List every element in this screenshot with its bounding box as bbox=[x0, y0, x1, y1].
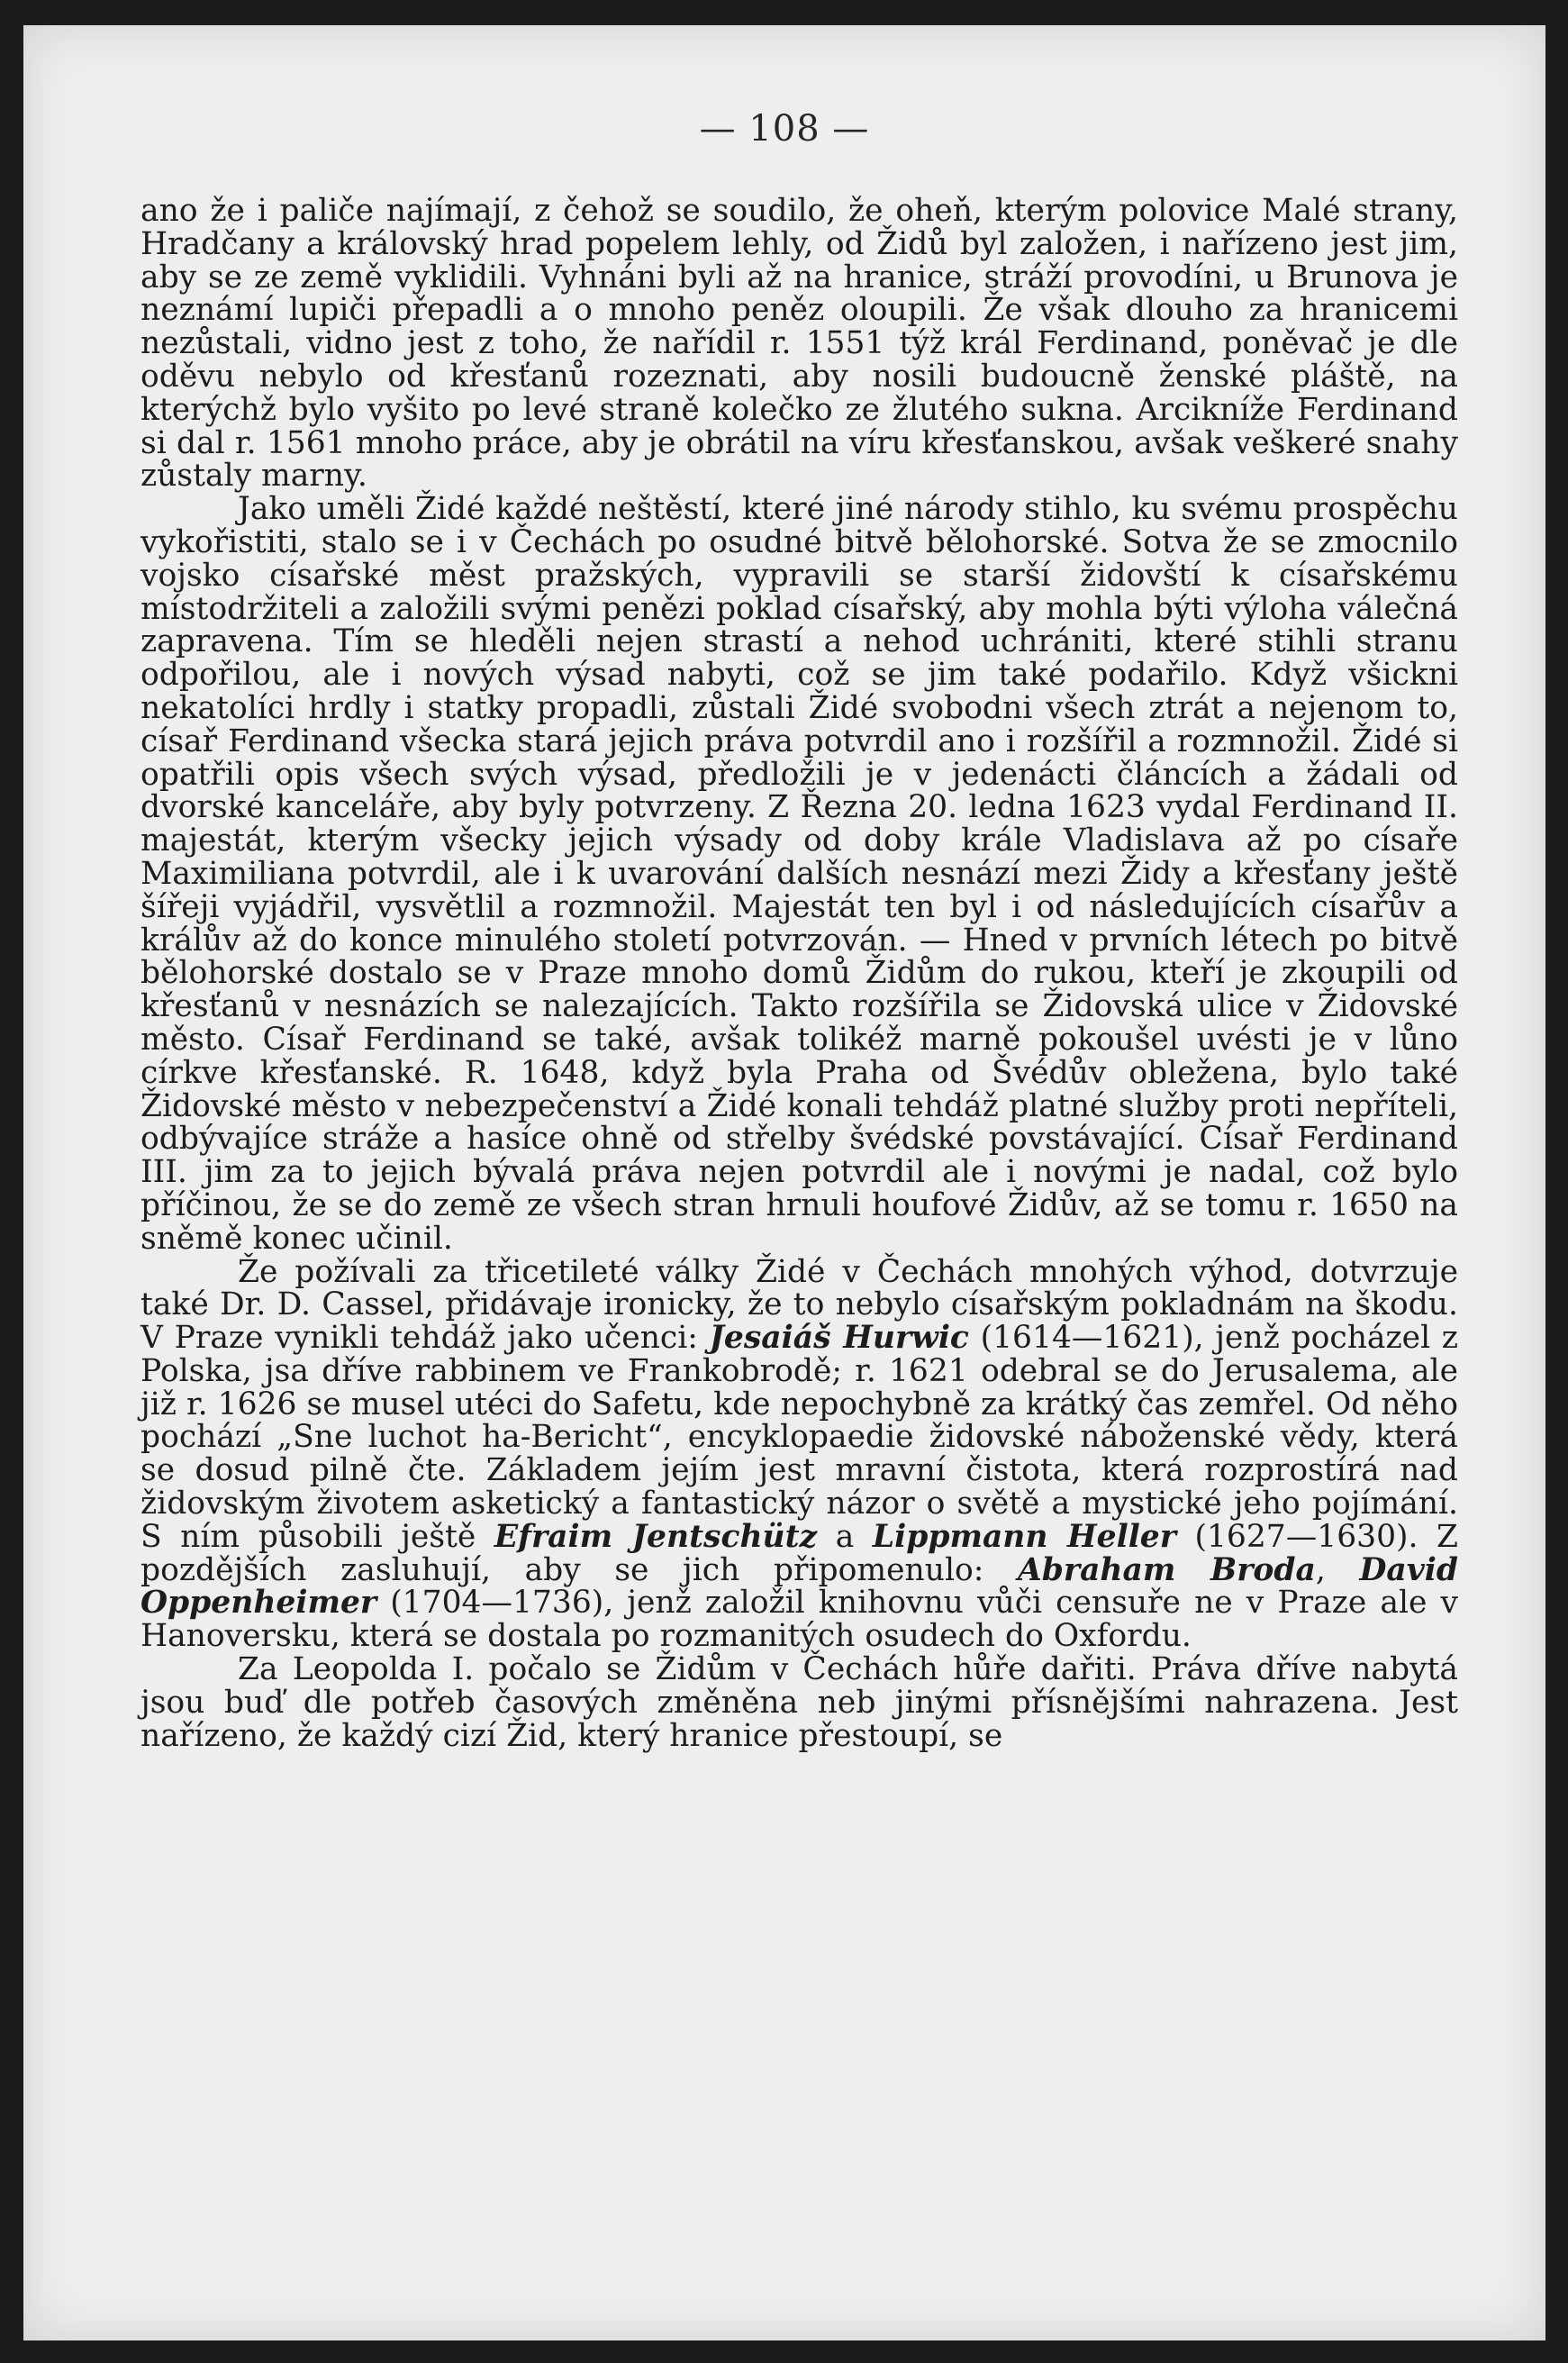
text-segment: (1614—1621), jenž pocházel z Polska, jsa dříve rabbinem ve Frankobrodě; r. 1621 odebral se do Jerusalema, ale již r. 1626 se musel utéci do Safetu, kde nepochybně za krátký čas zemřel. Od něho pochází „Sne luchot ha-Bericht“, encyklopaedie židovské náboženské vědy, která se dosud pilně čte. Základem jejím jest mravní čistota, která rozprostírá nad židovským životem asketický a fantastický názor o světě a mystické jeho pojímání. S ním působili ještě bbox=[140, 1320, 1458, 1555]
text-segment: a bbox=[817, 1518, 873, 1555]
paragraph bbox=[140, 195, 1458, 493]
text-segment: Jako uměli Židé každé neštěstí, které jiné národy stihlo, ku svému prospěchu vykořistiti, stalo se i v Čechách po osudné bitvě bělohorské. Sotva že se zmocnilo vojsko císařské měst pražských, vypravili se starší židovští k císařskému místodržiteli a založili svými penězi poklad císařský, aby mohla býti výloha válečná zapravena. Tím se hleděli nejen strastí a nehod uchrániti, které stihli stranu odpořilou, ale i nových výsad nabyti, což se jim také podařilo. Když všickni nekatolíci hrdly i statky propadli, zůstali Židé svobodni všech ztrát a nejenom to, císař Ferdinand všecka stará jejich práva potvrdil ano i rozšířil a rozmnožil. Židé si opatřili opis všech svých výsad, předložili je v jedenácti článcích a žádali od dvorské kanceláře, aby byly potvrzeny. Z Řezna 20. ledna 1623 vydal Ferdinand II. majestát, kterým všecky jejich výsady od doby krále Vladislava až po císaře Maximiliana potvrdil, ale i k uvarování dalších nesnází mezi Židy a křesťany ještě šířeji vyjádřil, vysvětlil a rozmnožil. Majestát ten byl i od následujících císařův a králův až do konce minulého století potvrzován. — Hned v prvních létech po bitvě bělohorské dostalo se v Praze mnoho domů Židům do rukou, kteří je zkoupili od křesťanů v nesnázích se nalezajících. Takto rozšířila se Židovská ulice v Židovské město. Císař Ferdinand se také, avšak tolikéž marně pokoušel uvésti je v lůno církve křesťanské. R. 1648, když byla Praha od Švédův obležena, bylo také Židovské město v nebezpečenství a Židé konali tehdáž platné služby proti nepříteli, odbývajíce stráže a hasíce ohně od střelby švédské povstávající. Císař Ferdinand III. jim za to jejich bývalá práva nejen potvrdil ale i novými je nadal, což bylo příčinou, že se do země ze všech stran hrnuli houfové Židův, až se tomu r. 1650 na sněmě konec učinil. bbox=[140, 491, 1458, 1257]
text-segment: ano že i paliče najímají, z čehož se soudilo, že oheň, kterým polovice Malé strany, Hradčany a královský hrad popelem lehly, od Židů byl založen, i nařízeno jest jim, aby se ze země vyklidili. Vyhnáni byli až na hranice, stráží provodíni, u Brunova je neznámí lupiči přepadli a o mnoho peněz oloupili. Že však dlouho za hranicemi nezůstali, vidno jest z toho, že nařídil r. 1551 týž král Ferdinand, poněvač je dle oděvu nebylo od křesťanů rozeznati, aby nosili budoucně ženské pláště, na kterýchž bylo vyšito po levé straně kolečko ze žlutého sukna. Arcikníže Ferdinand si dal r. 1561 mnoho práce, aby je obrátil na víru křesťanskou, avšak veškeré snahy zůstaly marny. bbox=[140, 193, 1458, 495]
person-name: Abraham Broda bbox=[1018, 1551, 1316, 1588]
text-segment: (1627—1630). Z pozdějších zasluhují, aby se jich připomenulo: bbox=[140, 1518, 1459, 1588]
person-name: Jesaiáš Hurwic bbox=[709, 1320, 969, 1357]
text-segment: , bbox=[1315, 1551, 1360, 1588]
page-number: — 108 — bbox=[699, 108, 870, 150]
paragraph bbox=[140, 1253, 1459, 1655]
person-name: David Oppenheimer bbox=[140, 1551, 1458, 1622]
body-text bbox=[140, 195, 1458, 1752]
paragraph bbox=[140, 493, 1458, 1255]
person-name: Lippmann Heller bbox=[872, 1518, 1176, 1555]
paragraph bbox=[140, 1653, 1458, 1752]
text-segment: Za Leopolda I. počalo se Židům v Čechách hůře dařiti. Práva dříve nabytá jsou buď dle potřeb časových změněna neb jinými přísnějšími nahrazena. Jest nařízeno, že každý cizí Žid, který hranice přestoupí, se bbox=[140, 1651, 1458, 1754]
book-page bbox=[23, 25, 1545, 2340]
text-segment: Že požívali za třicetileté války Židé v Čechách mnohých výhod, dotvrzuje také Dr. D. Cassel, přidávaje ironicky, že to nebylo císařským pokladnám na škodu. V Praze vynikli tehdáž jako učenci: bbox=[140, 1253, 1458, 1357]
text-segment: (1704—1736), jenž založil knihovnu vůči censuře ne v Praze ale v Hanoversku, která se dostala po rozmanitých osudech do Oxfordu. bbox=[140, 1585, 1458, 1655]
person-name: Efraim Jentschütz bbox=[494, 1518, 818, 1555]
